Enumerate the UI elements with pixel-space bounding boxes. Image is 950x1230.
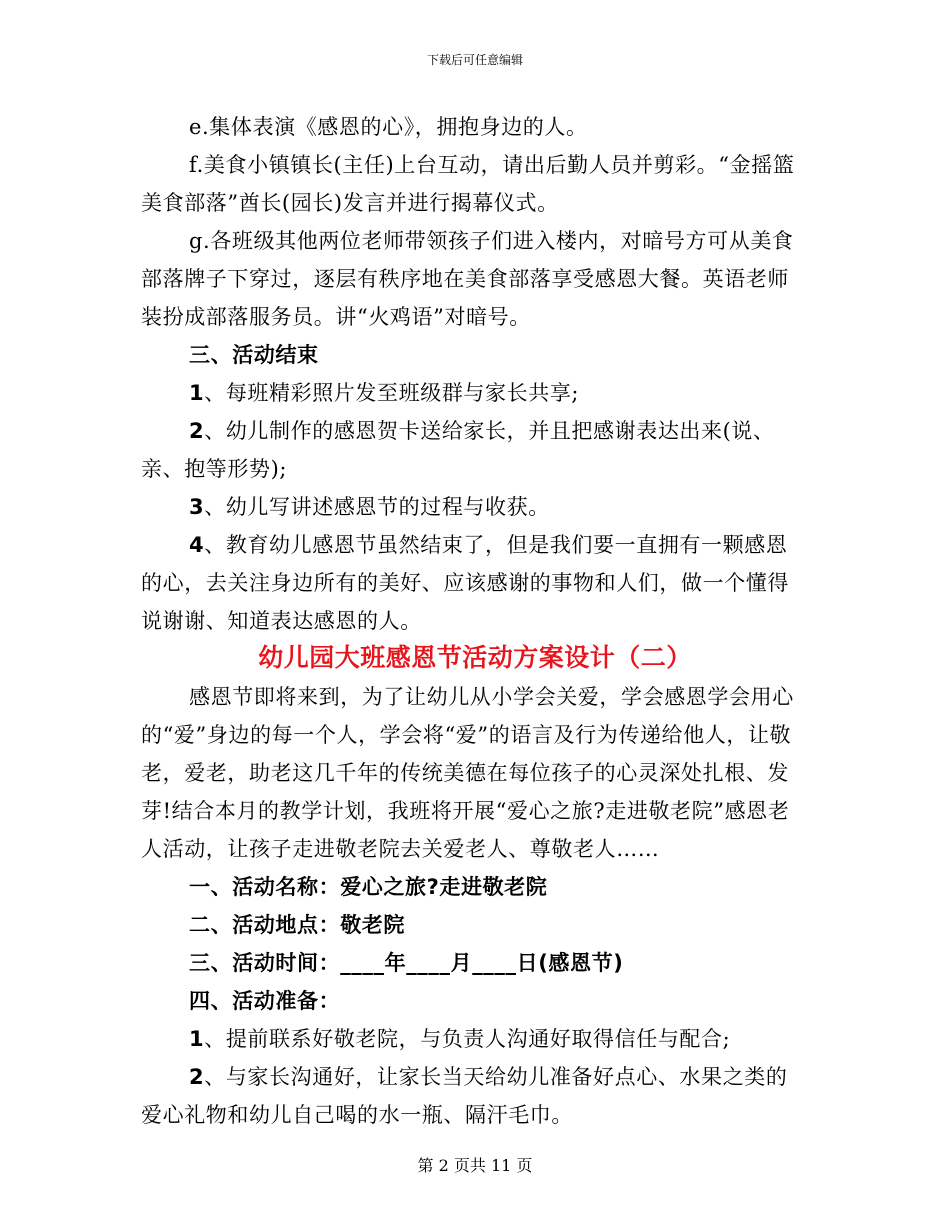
- list-number: 2: [189, 1065, 205, 1089]
- document-body: [141, 108, 809, 1134]
- section-title: 幼儿园大班感恩节活动方案设计（二）: [258, 643, 692, 672]
- paragraph-f: f.美食小镇镇长(主任)上台互动，请出后勤人员并剪彩。“金摇篮美食部落”酋长(园长)发言并进行揭幕仪式。: [141, 153, 795, 215]
- page-header: 下载后可任意编辑: [426, 53, 523, 67]
- list-text: 、每班精彩照片发至班级群与家长共享;: [204, 381, 580, 405]
- prep-item-1: [141, 1020, 809, 1058]
- list-number: 1: [189, 1027, 205, 1051]
- list-number: 4: [189, 533, 205, 557]
- list-text: 、幼儿写讲述感恩节的过程与收获。: [204, 495, 550, 519]
- list-number: 2: [189, 419, 205, 443]
- prep-item-2: [141, 1058, 809, 1134]
- paragraph-e: e.集体表演《感恩的心》，拥抱身边的人。: [189, 115, 588, 139]
- list-number: 3: [189, 495, 205, 519]
- heading-activity-time: 三、活动时间：____年____月____日(感恩节): [189, 951, 624, 975]
- list-item-2: [141, 412, 809, 488]
- heading-activity-prep: 四、活动准备：: [189, 989, 341, 1013]
- list-text: 、幼儿制作的感恩贺卡送给家长，并且把感谢表达出来(说、亲、抱等形势);: [141, 419, 775, 481]
- heading-activity-location: 二、活动地点：敬老院: [189, 913, 405, 937]
- list-number: 1: [189, 381, 205, 405]
- heading-activity-end: 三、活动结束: [189, 343, 319, 367]
- list-item-1: [141, 374, 809, 412]
- intro-paragraph: 感恩节即将来到，为了让幼儿从小学会关爱，学会感恩学会用心的“爱”身边的每一个人，学会将“爱”的语言及行为传递给他人，让敬老，爱老，助老这几千年的传统美德在每位孩子的心灵深处扎根、发芽!结合本月的教学计划，我班将开展“爱心之旅?走进敬老院”感恩老人活动，让孩子走进敬老院去关爱老人、尊敬老人……: [141, 685, 794, 861]
- list-item-3: [141, 488, 809, 526]
- list-text: 、提前联系好敬老院，与负责人沟通好取得信任与配合;: [204, 1027, 731, 1051]
- heading-activity-name: 一、活动名称：爱心之旅?走进敬老院: [189, 875, 548, 899]
- page-footer: 第 2 页共 11 页: [417, 1156, 533, 1175]
- list-item-4: [141, 526, 809, 640]
- list-text: 、与家长沟通好，让家长当天给幼儿准备好点心、水果之类的爱心礼物和幼儿自己喝的水一瓶、隔汗毛巾。: [141, 1065, 788, 1127]
- list-text: 、教育幼儿感恩节虽然结束了，但是我们要一直拥有一颗感恩的心，去关注身边所有的美好、应该感谢的事物和人们，做一个懂得说谢谢、知道表达感恩的人。: [141, 533, 789, 633]
- paragraph-g: g.各班级其他两位老师带领孩子们进入楼内，对暗号方可从美食部落牌子下穿过，逐层有秩序地在美食部落享受感恩大餐。英语老师装扮成部落服务员。讲“火鸡语”对暗号。: [141, 229, 794, 329]
